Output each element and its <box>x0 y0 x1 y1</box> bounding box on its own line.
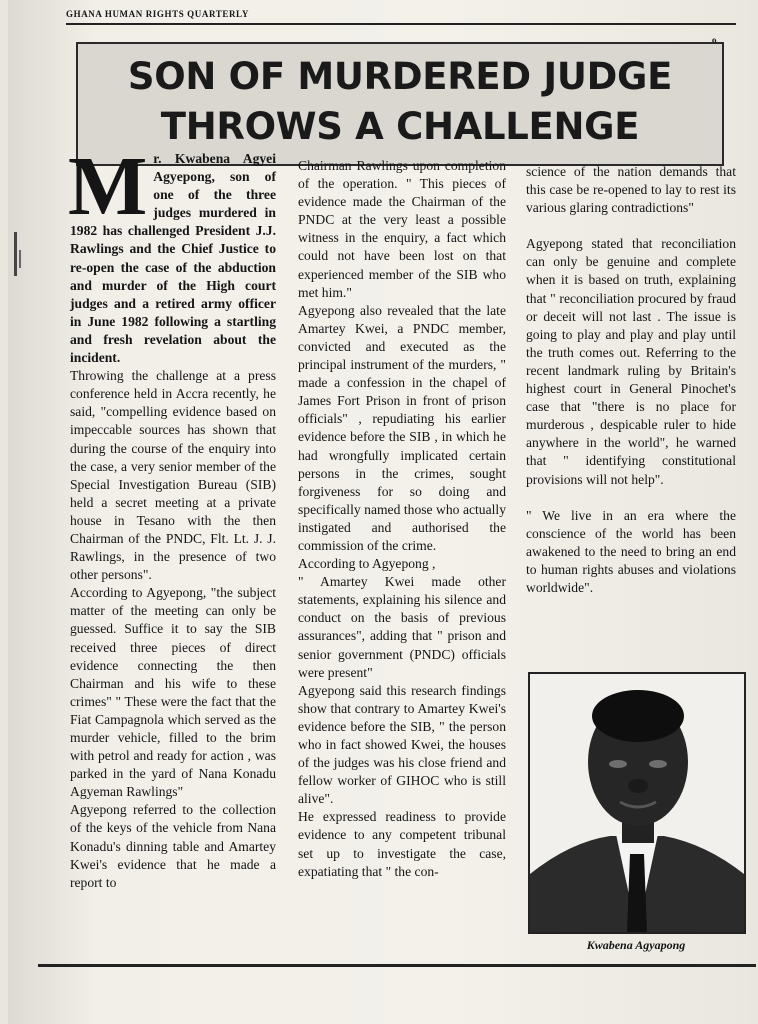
paragraph: " We live in an era where the conscience of the world has been awakened to the need to bring an end to human rights abuses and violations worldwide". <box>526 507 736 595</box>
photo-caption: Kwabena Agyapong <box>586 938 686 952</box>
paragraph: Agyepong stated that reconciliation can only be genuine and complete when it is based on truth, explaining that " reconciliation procured by fraud or deceit will not last . The issue is going to play and play and play until the truth comes out. Referring to the recent landmark ruling by Britain's highest court in General Pinochet's case that "there is no place for murderous , despicable ruler to hide anywhere in the world", he warned that " identifying constitutional provisions will not help". <box>526 236 736 487</box>
paragraph: Throwing the challenge at a press conference held in Accra recently, he said, "compelling evidence based on impeccable sources has shown that during the course of the enquiry into the case, a very senior member of the Special Investigation Bureau (SIB) held a secret meeting at a private house in Tesano with the then Chairman of the PNDC, Flt. Lt. J. J. Rawlings, in the presence of two other persons". <box>70 368 276 583</box>
portrait-photo <box>528 672 746 934</box>
paragraph: Chairman Rawlings upon completion of the operation. " This pieces of evidence made the Chairman of the PNDC at the very least a possible witness in the enquiry, a fact which could not have been lost on that experienced member of the SIB who met him." <box>298 158 506 300</box>
article-column-3 <box>526 163 736 597</box>
margin-mark-small <box>19 250 21 268</box>
headline-line-2: THROWS A CHALLENGE <box>160 105 640 148</box>
margin-mark <box>14 232 17 276</box>
paragraph: According to Agyepong , <box>298 556 436 572</box>
footer-rule <box>38 964 756 967</box>
portrait-illustration <box>530 674 744 932</box>
paragraph: science of the nation demands that this case be re-opened to lay to rest its various glaring contradictions" <box>526 164 736 216</box>
lead-paragraph <box>68 140 276 367</box>
headline-line-1: SON OF MURDERED JUDGE <box>127 55 673 98</box>
headline <box>78 52 722 152</box>
paragraph: " Amartey Kwei made other statements, explaining his silence and conduct on the basis of previous assurances", adding that " prison and senior government (PNDC) officials were present" <box>298 574 506 680</box>
paragraph: Agyepong referred to the collection of the keys of the vehicle from Nana Konadu's dinning table and Amartey Kwei's evidence that he made a report to <box>70 802 276 890</box>
paragraph: Agyepong said this research findings show that contrary to Amartey Kwei's evidence before the SIB, " the person who in fact showed Kwei, the houses of the judges was his close friend and fellow worker of GIHOC who is still alive". <box>298 682 506 807</box>
lead-text: r. Kwabena Agyei Agyepong, son of one of the three judges murdered in 1982 has challenged President J.J. Rawlings and the Chief Justice to re-open the case of the abduction and murder of the High court judges and a retired army officer in June 1982 following a startling and fresh revelation about the incident. <box>70 151 276 366</box>
article-column-2 <box>298 157 506 881</box>
paragraph: He expressed readiness to provide evidence to any competent tribunal set up to investigate the case, expatiating that " the con- <box>298 809 506 879</box>
headline-box <box>76 42 724 166</box>
article-column-1 <box>68 140 276 892</box>
drop-cap: M <box>68 140 148 233</box>
magazine-page <box>8 0 750 1024</box>
paragraph: According to Agyepong, "the subject matter of the meeting can only be guessed. Suffice it to say the SIB received three pieces of direct evidence connecting the then Chairman and his wife to these crimes" " These were the fact that the Fiat Campagnola which served as the murder vehicle, filled to the brim with petrol and ready for action , was parked in the yard of Nana Konadu Agyeman Rawlings" <box>70 585 276 800</box>
running-head: GHANA HUMAN RIGHTS QUARTERLY <box>66 9 249 19</box>
header-rule <box>66 23 736 25</box>
paragraph: Agyepong also revealed that the late Amartey Kwei, a PNDC member, convicted and executed as the principal instrument of the murders, " made a confession in the chapel of James Fort Prison in front of prison officials" , repudiating his earlier evidence before the SIB , in which he had wrongfully implicated certain persons in the crimes, sought forgiveness for so doing and specifically named those who actually instigated and authorised the commission of the crime. <box>298 302 506 553</box>
